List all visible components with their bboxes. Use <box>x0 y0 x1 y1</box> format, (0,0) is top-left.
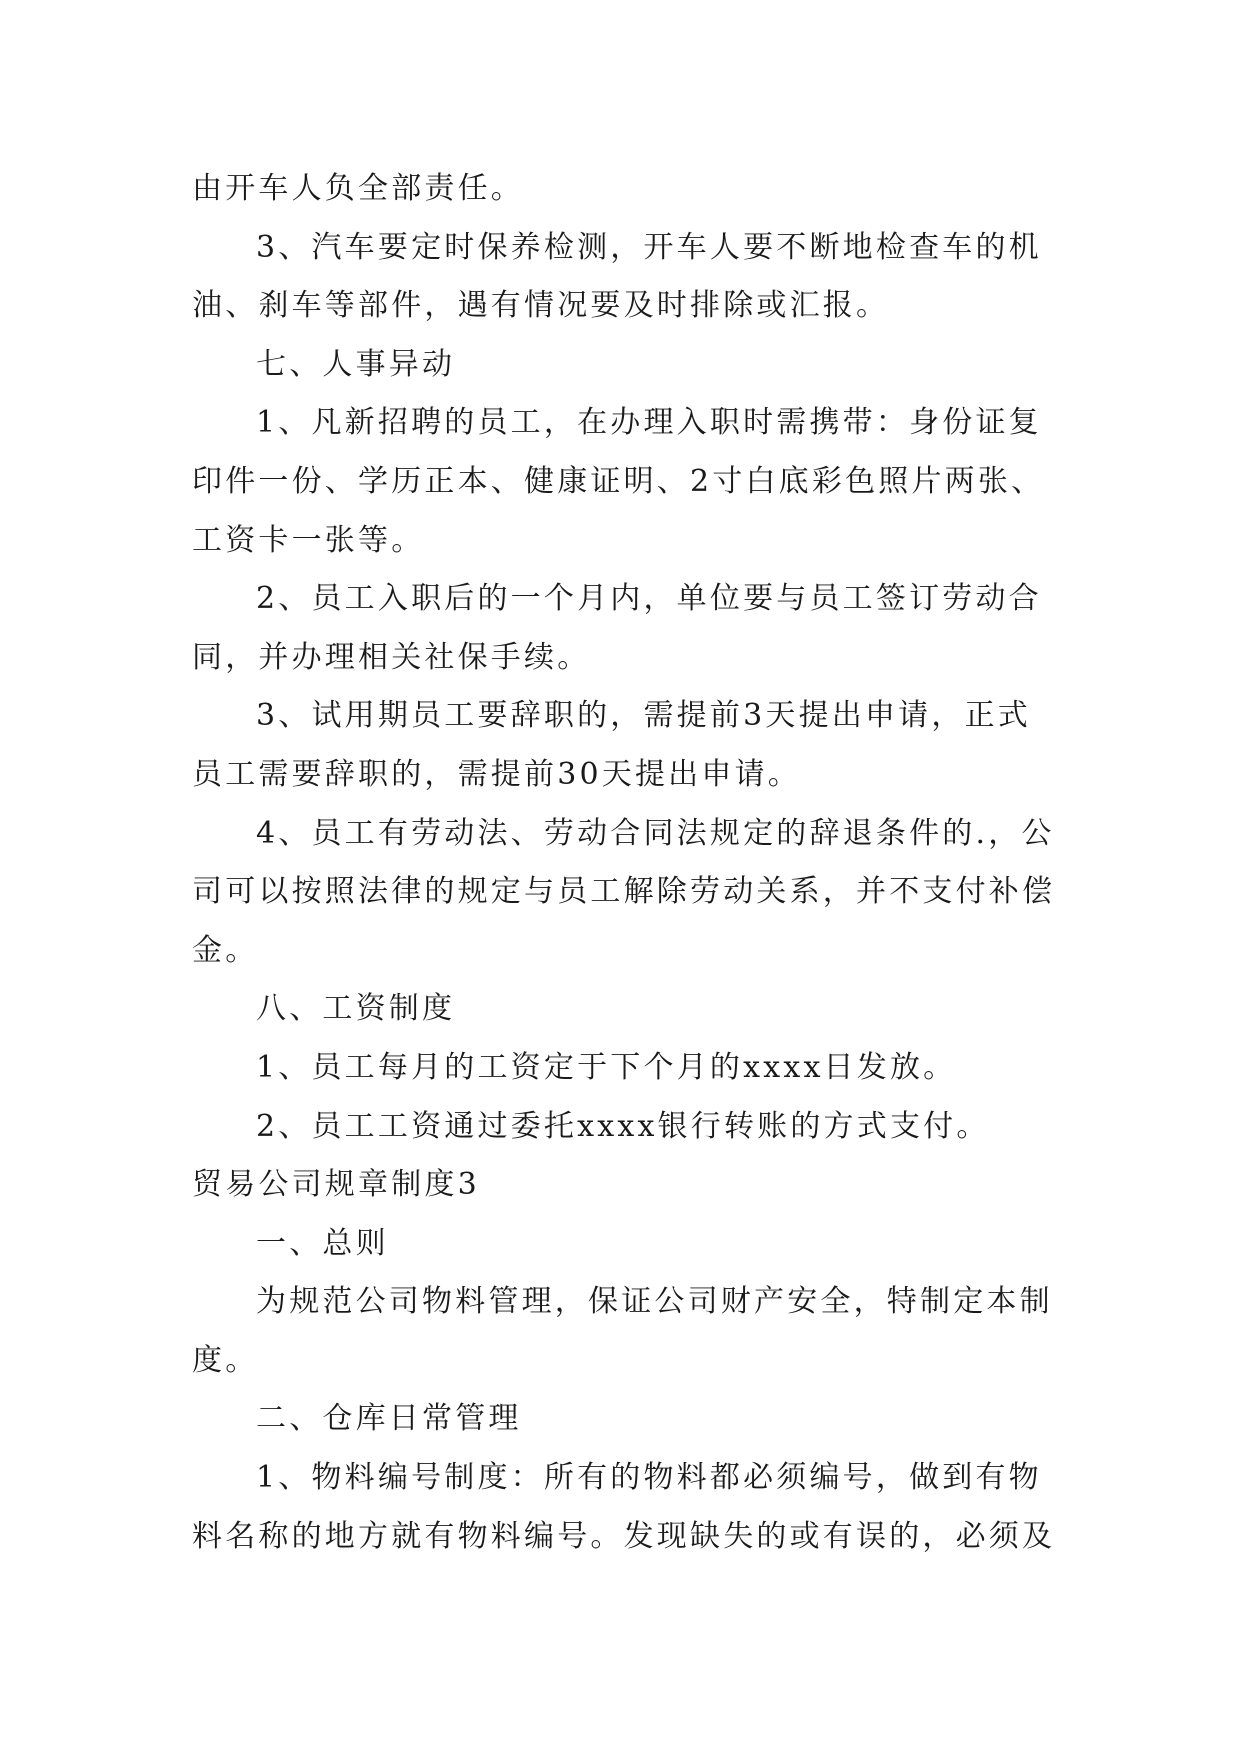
paragraph-line: 4、员工有劳动法、劳动合同法规定的辞退条件的.，公 <box>256 815 1055 851</box>
document-title: 贸易公司规章制度3 <box>192 1167 480 1203</box>
paragraph-line: 由开车人负全部责任。 <box>192 171 524 206</box>
document-body <box>192 160 1056 1566</box>
paragraph-line: 同，并办理相关社保手续。 <box>192 639 591 675</box>
paragraph-line: 员工需要辞职的，需提前30天提出申请。 <box>192 756 801 792</box>
paragraph-line: 度。 <box>192 1342 259 1378</box>
section-heading: 八、工资制度 <box>256 991 456 1027</box>
section-heading: 一、总则 <box>256 1225 389 1261</box>
paragraph-line: 油、刹车等部件，遇有情况要及时排除或汇报。 <box>192 288 890 324</box>
paragraph-line: 料名称的地方就有物料编号。发现缺失的或有误的，必须及 <box>192 1518 1056 1554</box>
section-heading: 二、仓库日常管理 <box>256 1401 522 1437</box>
paragraph-line: 工资卡一张等。 <box>192 522 425 558</box>
paragraph-line: 3、汽车要定时保养检测，开车人要不断地检查车的机 <box>256 229 1042 265</box>
paragraph-line: 2、员工工资通过委托xxxx银行转账的方式支付。 <box>256 1108 990 1144</box>
paragraph-line: 2、员工入职后的一个月内，单位要与员工签订劳动合 <box>256 581 1042 617</box>
section-heading: 七、人事异动 <box>256 346 456 382</box>
paragraph-line: 司可以按照法律的规定与员工解除劳动关系，并不支付补偿 <box>192 874 1056 910</box>
paragraph-line: 为规范公司物料管理，保证公司财产安全，特制定本制 <box>256 1284 1053 1320</box>
paragraph-line: 印件一份、学历正本、健康证明、2寸白底彩色照片两张、 <box>192 463 1045 499</box>
paragraph-line: 1、凡新招聘的员工，在办理入职时需携带：身份证复 <box>256 405 1042 441</box>
paragraph-line: 金。 <box>192 932 259 968</box>
paragraph-line: 1、物料编号制度：所有的物料都必须编号，做到有物 <box>256 1460 1042 1496</box>
paragraph-line: 3、试用期员工要辞职的，需提前3天提出申请，正式 <box>256 698 1031 734</box>
paragraph-line: 1、员工每月的工资定于下个月的xxxx日发放。 <box>256 1049 957 1085</box>
